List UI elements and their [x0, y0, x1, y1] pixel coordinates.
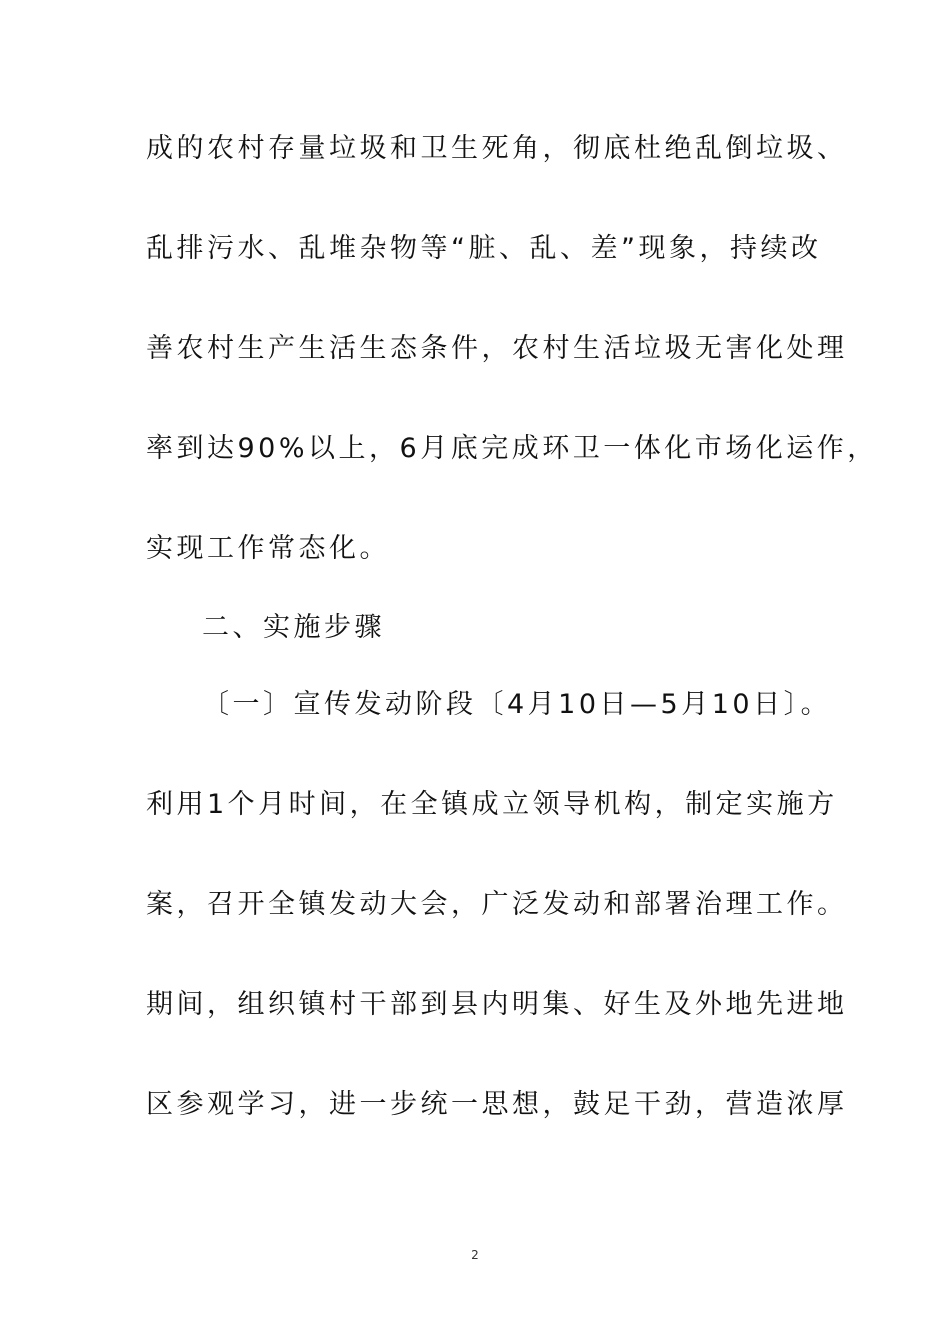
text-line: 率到达90%以上，6月底完成环卫一体化市场化运作， [146, 433, 878, 464]
text-line: 利用1个月时间，在全镇成立领导机构，制定实施方 [146, 789, 838, 820]
subsection-heading: 〔一〕宣传发动阶段〔4月10日—5月10日〕。 [202, 689, 832, 720]
page-number: 2 [471, 1248, 479, 1262]
text-line: 乱排污水、乱堆杂物等“脏、乱、差”现象，持续改 [146, 233, 822, 264]
text-line: 成的农村存量垃圾和卫生死角，彻底杜绝乱倒垃圾、 [146, 133, 848, 164]
text-line: 实现工作常态化。 [146, 533, 390, 564]
text-line: 期间，组织镇村干部到县内明集、好生及外地先进地 [146, 989, 848, 1020]
text-line: 区参观学习，进一步统一思想，鼓足干劲，营造浓厚 [146, 1089, 848, 1120]
section-heading: 二、实施步骤 [202, 612, 385, 643]
text-line: 案，召开全镇发动大会，广泛发动和部署治理工作。 [146, 889, 848, 920]
text-line: 善农村生产生活生态条件，农村生活垃圾无害化处理 [146, 333, 848, 364]
